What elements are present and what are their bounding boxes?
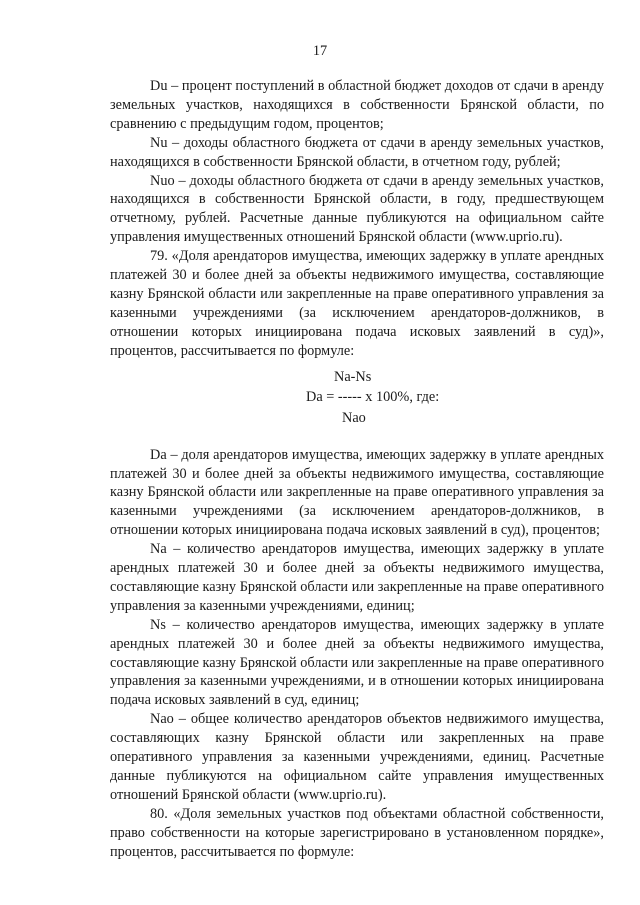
- paragraph-ns-definition: Ns – количество арендаторов имущества, имеющих задержку в уплате арендных платежей 30 и более дней за объекты недвижимого имущества, составляющие казну Брянской области или закрепленные на праве оперативного управления за казенными учреждениями, и в отношении которых инициирована подача исковых заявлений в суд, единиц;: [110, 616, 604, 709]
- paragraph-na-definition: Na – количество арендаторов имущества, имеющих задержку в уплате арендных платежей 30 и более дней за объекты недвижимого имущества, составляющие казну Брянской области или закрепленные на праве оперативного управления за казенными учреждениями, единиц;: [110, 541, 604, 614]
- document-body: [110, 77, 604, 862]
- paragraph-nuo-definition: Nuo – доходы областного бюджета от сдачи в аренду земельных участков, находящихся в собственности Брянской области, в году, предшествующем отчетному, рублей. Расчетные данные публикуются на официальном сайте управления имущественных отношений Брянской области (www.uprio.ru).: [110, 172, 604, 246]
- formula-numerator: Na-Ns: [334, 368, 372, 385]
- formula-equation: Da = ----- х 100%, где:: [306, 388, 440, 405]
- paragraph-nu-definition: Nu – доходы областного бюджета от сдачи в аренду земельных участков, находящихся в собственности Брянской области, в отчетном году, рублей;: [110, 134, 604, 170]
- page-number: 17: [312, 43, 328, 59]
- formula-da: [110, 361, 604, 446]
- formula-denominator: Nao: [342, 409, 366, 426]
- paragraph-item-79: 79. «Доля арендаторов имущества, имеющих задержку в уплате арендных платежей 30 и более дней за объекты недвижимого имущества, составляющие казну Брянской области или закрепленные на праве оперативного управления за казенными учреждениями (за исключением арендаторов-должников, в отношении которых инициирована подача исковых заявлений в суд)», процентов, рассчитывается по формуле:: [110, 248, 604, 359]
- paragraph-da-definition: Da – доля арендаторов имущества, имеющих задержку в уплате арендных платежей 30 и более дней за объекты недвижимого имущества, составляющие казну Брянской области или закрепленные на праве оперативного управления за казенными учреждениями (за исключением арендаторов-должников, в отношении которых инициирована подача исковых заявлений в суд), процентов;: [110, 446, 604, 539]
- paragraph-du-definition: Du – процент поступлений в областной бюджет доходов от сдачи в аренду земельных участков, находящихся в собственности Брянской области, по сравнению с предыдущим годом, процентов;: [110, 78, 604, 132]
- paragraph-item-80: 80. «Доля земельных участков под объектами областной собственности, право собственности на которые зарегистрировано в установленном порядке», процентов, рассчитывается по формуле:: [110, 805, 604, 860]
- paragraph-nao-definition: Nao – общее количество арендаторов объектов недвижимого имущества, составляющих казну Брянской области или закрепленных на праве оперативного управления за казенными учреждениями, единиц. Расчетные данные публикуются на официальном сайте управления имущественных отношений Брянской области (www.uprio.ru).: [110, 711, 604, 803]
